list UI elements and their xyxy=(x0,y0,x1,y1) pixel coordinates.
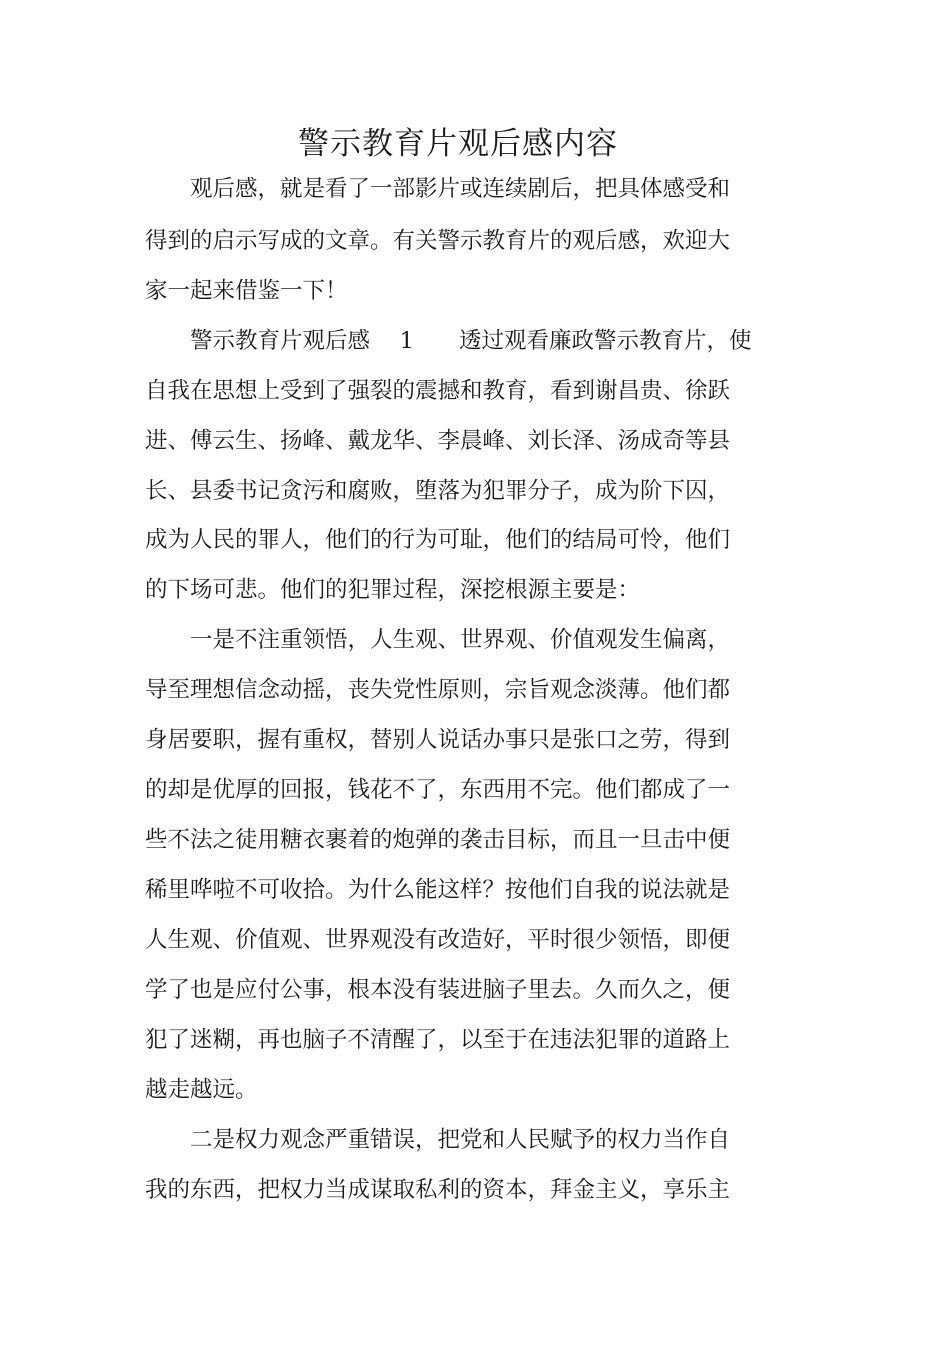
paragraph-line: 的却是优厚的回报，钱花不了，东西用不完。他们都成了一 xyxy=(145,777,731,803)
paragraph-line: 导至理想信念动摇，丧失党性原则，宗旨观念淡薄。他们都 xyxy=(145,677,731,703)
paragraph-line: 人生观、价值观、世界观没有改造好，平时很少领悟，即便 xyxy=(145,927,731,953)
paragraph-line: 学了也是应付公事，根本没有装进脑子里去。久而久之，便 xyxy=(145,977,731,1003)
paragraph-line: 家一起来借鉴一下！ xyxy=(145,278,348,304)
paragraph-line: 一是不注重领悟，人生观、世界观、价值观发生偏离， xyxy=(145,627,731,653)
paragraph-line: 观后感，就是看了一部影片或连续剧后，把具体感受和 xyxy=(145,176,731,202)
paragraph-line: 身居要职，握有重权，替别人说话办事只是张口之劳，得到 xyxy=(145,727,731,753)
paragraph-line: 进、傅云生、扬峰、戴龙华、李晨峰、刘长泽、汤成奇等县 xyxy=(145,428,731,454)
paragraph-line: 犯了迷糊，再也脑子不清醒了，以至于在违法犯罪的道路上 xyxy=(145,1027,731,1053)
paragraph-line: 稀里哗啦不可收拾。为什么能这样？按他们自我的说法就是 xyxy=(145,877,731,903)
paragraph-line: 些不法之徒用糖衣裹着的炮弹的袭击目标，而且一旦击中便 xyxy=(145,827,731,853)
paragraph-line: 的下场可悲。他们的犯罪过程，深挖根源主要是： xyxy=(145,577,641,603)
paragraph-line: 长、县委书记贪污和腐败，堕落为犯罪分子，成为阶下囚， xyxy=(145,478,731,504)
paragraph-line: 二是权力观念严重错误，把党和人民赋予的权力当作自 xyxy=(145,1127,731,1153)
paragraph-line: 我的东西，把权力当成谋取私利的资本，拜金主义，享乐主 xyxy=(145,1177,731,1203)
paragraph-line: 自我在思想上受到了强裂的震撼和教育，看到谢昌贵、徐跃 xyxy=(145,378,731,404)
paragraph-line: 成为人民的罪人，他们的行为可耻，他们的结局可怜，他们 xyxy=(145,527,731,553)
paragraph-line: 得到的启示写成的文章。有关警示教育片的观后感，欢迎大 xyxy=(145,228,731,254)
document-title: 警示教育片观后感内容 xyxy=(298,126,618,162)
paragraph-line: 警示教育片观后感 1 透过观看廉政警示教育片，使 xyxy=(145,328,752,354)
paragraph-line: 越走越远。 xyxy=(145,1077,258,1103)
